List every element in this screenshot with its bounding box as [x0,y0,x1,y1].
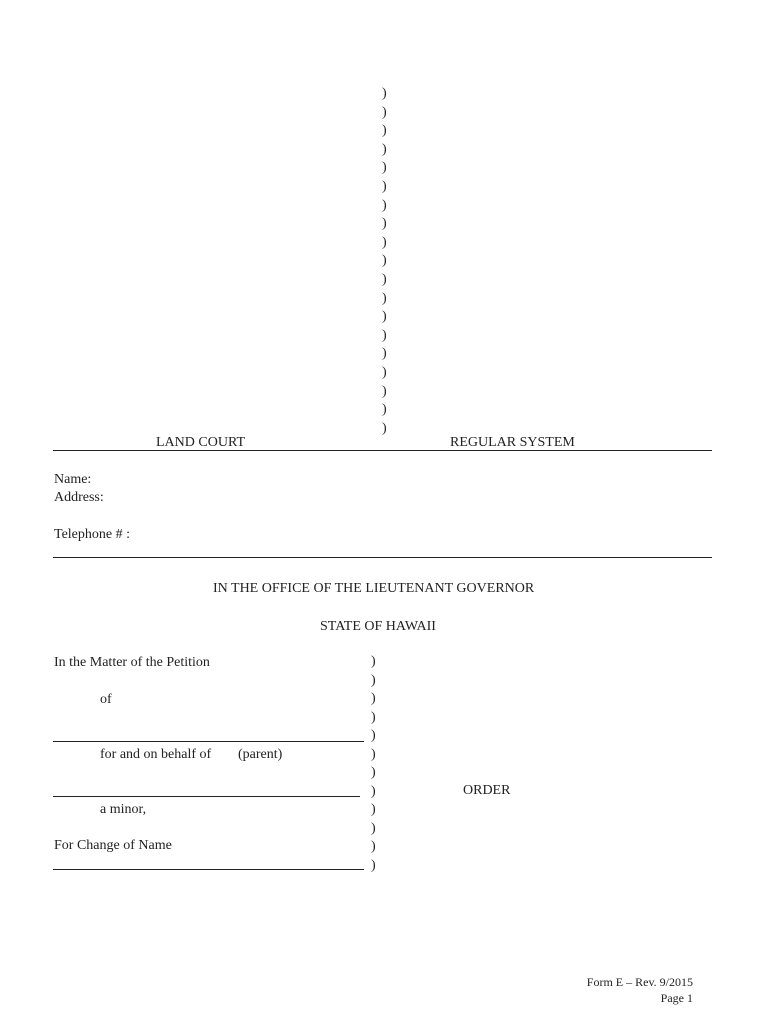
page-number: Page 1 [660,991,693,1005]
matter-line1: In the Matter of the Petition [54,655,210,670]
matter-change: For Change of Name [54,838,172,853]
caption-paren: ) [382,327,387,343]
regular-system-label: REGULAR SYSTEM [450,435,575,450]
caption-paren: ) [382,346,387,362]
matter-paren: ) [371,857,376,873]
court-heading-line1: IN THE OFFICE OF THE LIEUTENANT GOVERNOR [213,581,535,596]
matter-paren: ) [371,709,376,725]
caption-paren: ) [382,309,387,325]
matter-parent: (parent) [238,747,283,762]
petitioner-name-line [53,741,364,742]
caption-paren: ) [382,178,387,194]
caption-paren: ) [382,402,387,418]
court-heading-line2: STATE OF HAWAII [320,619,436,634]
caption-paren: ) [382,104,387,120]
matter-paren: ) [371,765,376,780]
caption-paren: ) [382,197,387,213]
matter-paren: ) [371,746,376,762]
form-revision: Form E – Rev. 9/2015 [586,975,693,989]
caption-paren: ) [382,141,387,157]
change-name-line [53,869,364,870]
caption-paren: ) [382,364,387,380]
matter-paren-column [371,653,383,875]
matter-paren: ) [371,820,376,836]
minor-name-line [53,796,360,797]
matter-paren: ) [371,839,376,854]
caption-rule [53,450,712,451]
caption-paren-column [382,85,394,438]
matter-paren: ) [371,654,376,669]
matter-paren: ) [371,783,376,799]
matter-minor: a minor, [100,802,147,817]
caption-paren: ) [382,123,387,139]
land-court-label: LAND COURT [156,435,245,450]
caption-paren: ) [382,271,387,287]
matter-on-behalf: for and on behalf of [100,747,212,762]
caption-paren: ) [382,216,387,232]
filer-rule [53,557,712,558]
telephone-label: Telephone # : [54,527,130,542]
document-title: ORDER [463,783,511,798]
caption-paren: ) [382,86,387,101]
caption-paren: ) [382,383,387,399]
matter-paren: ) [371,728,376,743]
caption-paren: ) [382,253,387,269]
caption-paren: ) [382,160,387,176]
matter-of: of [100,692,112,707]
matter-paren: ) [371,672,376,688]
address-label: Address: [54,490,104,505]
caption-paren: ) [382,234,387,250]
caption-paren: ) [382,420,387,436]
matter-paren: ) [371,802,376,817]
caption-paren: ) [382,290,387,306]
matter-paren: ) [371,691,376,706]
name-label: Name: [54,472,92,487]
